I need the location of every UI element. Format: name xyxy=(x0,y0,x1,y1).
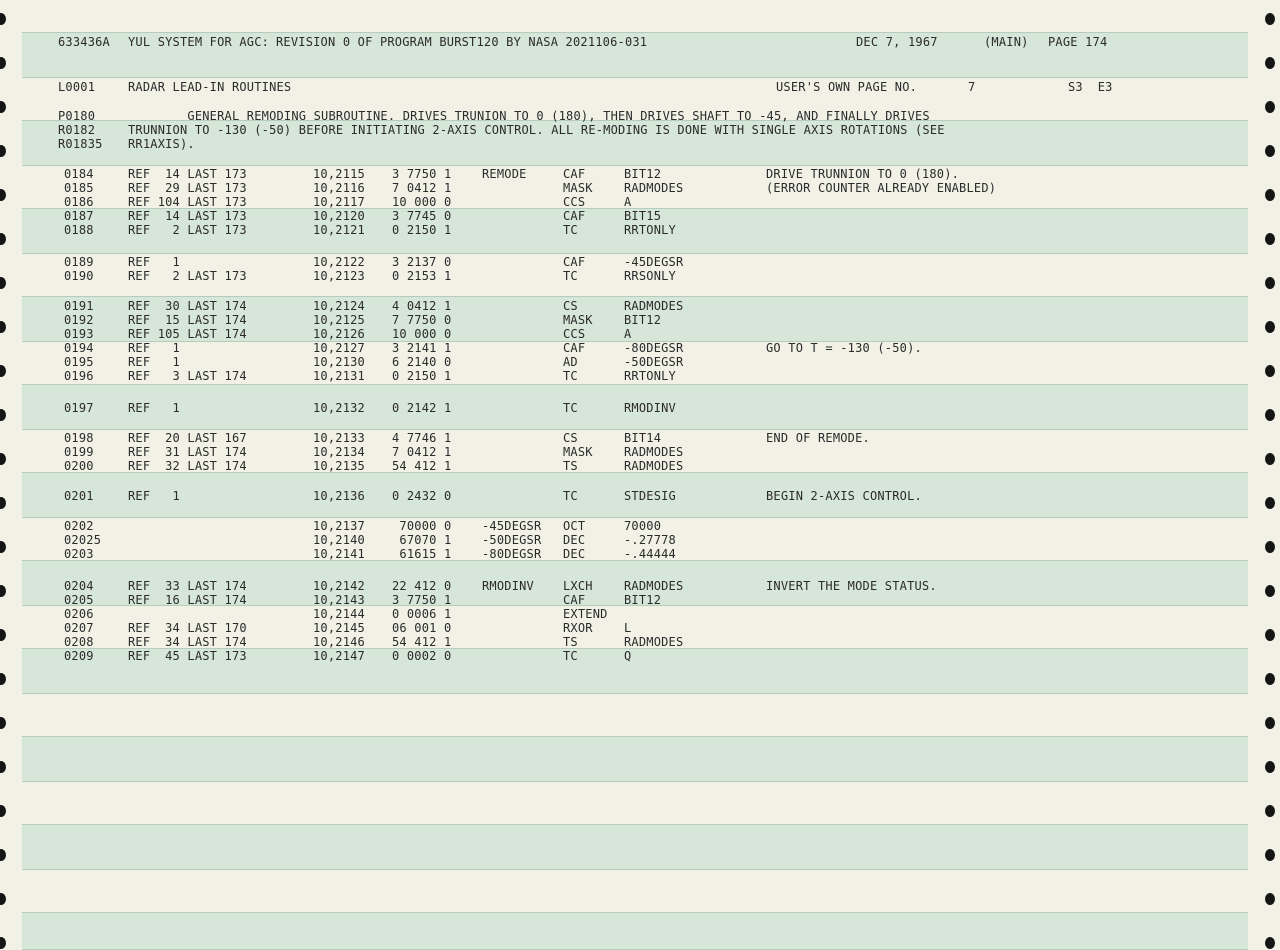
label: -50DEGSR xyxy=(482,533,542,547)
octal-code: 0 2150 1 xyxy=(392,369,452,383)
ref-column: REF 1 xyxy=(128,355,180,369)
opcode: TC xyxy=(563,489,578,503)
operand: BIT12 xyxy=(624,313,662,327)
feed-hole xyxy=(1265,805,1275,817)
line-number: 0186 xyxy=(64,195,94,209)
log-number: L0001 xyxy=(58,80,96,94)
opcode: CAF xyxy=(563,255,586,269)
feed-hole xyxy=(0,101,6,113)
line-number: 0185 xyxy=(64,181,94,195)
address: 10,2147 xyxy=(313,649,365,663)
users-page-label: USER'S OWN PAGE NO. xyxy=(776,80,918,94)
address: 10,2134 xyxy=(313,445,365,459)
feed-hole xyxy=(0,585,6,597)
header-page: PAGE 174 xyxy=(1048,35,1108,49)
operand: BIT14 xyxy=(624,431,662,445)
opcode: CAF xyxy=(563,167,586,181)
green-band xyxy=(22,824,1248,870)
opcode: CS xyxy=(563,299,578,313)
opcode: RXOR xyxy=(563,621,593,635)
operand: Q xyxy=(624,649,632,663)
address: 10,2140 xyxy=(313,533,365,547)
feed-hole xyxy=(0,189,6,201)
ref-column: REF 14 LAST 173 xyxy=(128,209,247,223)
line-number: 0202 xyxy=(64,519,94,533)
feed-hole xyxy=(1265,101,1275,113)
address: 10,2141 xyxy=(313,547,365,561)
octal-code: 6 2140 0 xyxy=(392,355,452,369)
feed-hole xyxy=(0,409,6,421)
feed-hole xyxy=(0,937,6,949)
feed-hole xyxy=(0,893,6,905)
octal-code: 06 001 0 xyxy=(392,621,452,635)
address: 10,2145 xyxy=(313,621,365,635)
ref-column: REF 3 LAST 174 xyxy=(128,369,247,383)
header-date: DEC 7, 1967 xyxy=(856,35,938,49)
operand: RADMODES xyxy=(624,459,684,473)
ref-column: REF 2 LAST 173 xyxy=(128,223,247,237)
remark-text: TRUNNION TO -130 (-50) BEFORE INITIATING 2-AXIS CONTROL. ALL RE-MODING IS DONE WITH SINGLE AXIS ROTATIONS (SEE xyxy=(128,123,945,137)
line-number: 0207 xyxy=(64,621,94,635)
operand: RADMODES xyxy=(624,181,684,195)
line-number: 0206 xyxy=(64,607,94,621)
feed-hole xyxy=(0,761,6,773)
octal-code: 3 7750 1 xyxy=(392,593,452,607)
comment: END OF REMODE. xyxy=(766,431,870,445)
octal-code: 0 2432 0 xyxy=(392,489,452,503)
address: 10,2131 xyxy=(313,369,365,383)
address: 10,2124 xyxy=(313,299,365,313)
ref-column: REF 45 LAST 173 xyxy=(128,649,247,663)
opcode: CAF xyxy=(563,593,586,607)
header-section: (MAIN) xyxy=(984,35,1029,49)
remark-text: RR1AXIS). xyxy=(128,137,195,151)
address: 10,2136 xyxy=(313,489,365,503)
feed-hole xyxy=(1265,673,1275,685)
octal-code: 7 7750 0 xyxy=(392,313,452,327)
feed-hole xyxy=(1265,761,1275,773)
opcode: CAF xyxy=(563,209,586,223)
octal-code: 10 000 0 xyxy=(392,327,452,341)
operand: RADMODES xyxy=(624,579,684,593)
feed-hole xyxy=(0,277,6,289)
feed-hole xyxy=(0,57,6,69)
feed-hole xyxy=(0,453,6,465)
octal-code: 7 0412 1 xyxy=(392,181,452,195)
page-codes: S3 E3 xyxy=(1068,80,1113,94)
octal-code: 54 412 1 xyxy=(392,459,452,473)
octal-code: 61615 1 xyxy=(392,547,452,561)
octal-code: 4 7746 1 xyxy=(392,431,452,445)
feed-hole xyxy=(1265,937,1275,949)
line-number: 0196 xyxy=(64,369,94,383)
ref-column: REF 105 LAST 174 xyxy=(128,327,247,341)
green-band xyxy=(22,736,1248,782)
address: 10,2116 xyxy=(313,181,365,195)
address: 10,2120 xyxy=(313,209,365,223)
line-number: 0199 xyxy=(64,445,94,459)
comment: INVERT THE MODE STATUS. xyxy=(766,579,937,593)
feed-hole xyxy=(0,717,6,729)
feed-hole xyxy=(1265,13,1275,25)
operand: -.27778 xyxy=(624,533,676,547)
comment: DRIVE TRUNNION TO 0 (180). xyxy=(766,167,960,181)
operand: RRSONLY xyxy=(624,269,676,283)
octal-code: 3 7745 0 xyxy=(392,209,452,223)
feed-hole xyxy=(0,145,6,157)
opcode: TC xyxy=(563,269,578,283)
address: 10,2122 xyxy=(313,255,365,269)
operand: STDESIG xyxy=(624,489,676,503)
comment: (ERROR COUNTER ALREADY ENABLED) xyxy=(766,181,997,195)
line-number: 0197 xyxy=(64,401,94,415)
line-number: 0201 xyxy=(64,489,94,503)
ref-column: REF 2 LAST 173 xyxy=(128,269,247,283)
ref-column: REF 14 LAST 173 xyxy=(128,167,247,181)
feed-hole xyxy=(1265,849,1275,861)
octal-code: 7 0412 1 xyxy=(392,445,452,459)
operand: BIT12 xyxy=(624,593,662,607)
operand: -.44444 xyxy=(624,547,676,561)
line-number: 0194 xyxy=(64,341,94,355)
ref-column: REF 1 xyxy=(128,489,180,503)
green-band xyxy=(22,912,1248,950)
feed-hole xyxy=(1265,585,1275,597)
label: RMODINV xyxy=(482,579,534,593)
ref-column: REF 31 LAST 174 xyxy=(128,445,247,459)
opcode: CS xyxy=(563,431,578,445)
label: REMODE xyxy=(482,167,527,181)
operand: RADMODES xyxy=(624,635,684,649)
operand: A xyxy=(624,195,632,209)
remark-number: R01835 xyxy=(58,137,103,151)
feed-hole xyxy=(1265,453,1275,465)
comment: BEGIN 2-AXIS CONTROL. xyxy=(766,489,922,503)
octal-code: 22 412 0 xyxy=(392,579,452,593)
opcode: TS xyxy=(563,459,578,473)
line-number: 0187 xyxy=(64,209,94,223)
octal-code: 3 7750 1 xyxy=(392,167,452,181)
ref-column: REF 33 LAST 174 xyxy=(128,579,247,593)
label: -45DEGSR xyxy=(482,519,542,533)
line-number: 0193 xyxy=(64,327,94,341)
feed-hole xyxy=(0,321,6,333)
ref-column: REF 104 LAST 173 xyxy=(128,195,247,209)
opcode: TC xyxy=(563,223,578,237)
feed-hole xyxy=(1265,145,1275,157)
feed-hole xyxy=(1265,365,1275,377)
line-number: 0209 xyxy=(64,649,94,663)
line-number: 0200 xyxy=(64,459,94,473)
feed-hole xyxy=(0,497,6,509)
label: -80DEGSR xyxy=(482,547,542,561)
octal-code: 3 2137 0 xyxy=(392,255,452,269)
opcode: DEC xyxy=(563,533,586,547)
ref-column: REF 29 LAST 173 xyxy=(128,181,247,195)
comment: GO TO T = -130 (-50). xyxy=(766,341,922,355)
operand: 70000 xyxy=(624,519,662,533)
octal-code: 4 0412 1 xyxy=(392,299,452,313)
opcode: TS xyxy=(563,635,578,649)
opcode: TC xyxy=(563,401,578,415)
octal-code: 0 0002 0 xyxy=(392,649,452,663)
remark-number: P0180 xyxy=(58,109,96,123)
opcode: MASK xyxy=(563,313,593,327)
operand: RRTONLY xyxy=(624,223,676,237)
header-id: 633436A xyxy=(58,35,110,49)
feed-hole xyxy=(1265,497,1275,509)
feed-hole xyxy=(1265,629,1275,641)
ref-column: REF 34 LAST 174 xyxy=(128,635,247,649)
ref-column: REF 15 LAST 174 xyxy=(128,313,247,327)
operand: RRTONLY xyxy=(624,369,676,383)
address: 10,2144 xyxy=(313,607,365,621)
remark-number: R0182 xyxy=(58,123,96,137)
feed-hole xyxy=(1265,57,1275,69)
remark-text: GENERAL REMODING SUBROUTINE. DRIVES TRUNION TO 0 (180), THEN DRIVES SHAFT TO -45, AND FINALLY DRIVES xyxy=(128,109,930,123)
line-number: 0192 xyxy=(64,313,94,327)
opcode: DEC xyxy=(563,547,586,561)
line-number: 0189 xyxy=(64,255,94,269)
line-number: 0195 xyxy=(64,355,94,369)
address: 10,2146 xyxy=(313,635,365,649)
opcode: TC xyxy=(563,649,578,663)
address: 10,2123 xyxy=(313,269,365,283)
address: 10,2132 xyxy=(313,401,365,415)
address: 10,2115 xyxy=(313,167,365,181)
octal-code: 10 000 0 xyxy=(392,195,452,209)
feed-hole xyxy=(0,233,6,245)
opcode: MASK xyxy=(563,445,593,459)
feed-hole xyxy=(1265,233,1275,245)
octal-code: 54 412 1 xyxy=(392,635,452,649)
feed-hole xyxy=(1265,321,1275,333)
opcode: EXTEND xyxy=(563,607,608,621)
feed-hole xyxy=(1265,189,1275,201)
ref-column: REF 1 xyxy=(128,255,180,269)
line-number: 02025 xyxy=(64,533,102,547)
ref-column: REF 1 xyxy=(128,401,180,415)
ref-column: REF 34 LAST 170 xyxy=(128,621,247,635)
line-number: 0204 xyxy=(64,579,94,593)
address: 10,2125 xyxy=(313,313,365,327)
address: 10,2130 xyxy=(313,355,365,369)
feed-hole xyxy=(0,849,6,861)
feed-hole xyxy=(1265,717,1275,729)
section-title: RADAR LEAD-IN ROUTINES xyxy=(128,80,292,94)
octal-code: 0 2153 1 xyxy=(392,269,452,283)
line-number: 0184 xyxy=(64,167,94,181)
line-number: 0188 xyxy=(64,223,94,237)
line-number: 0191 xyxy=(64,299,94,313)
feed-hole xyxy=(1265,541,1275,553)
opcode: AD xyxy=(563,355,578,369)
operand: RMODINV xyxy=(624,401,676,415)
address: 10,2133 xyxy=(313,431,365,445)
address: 10,2117 xyxy=(313,195,365,209)
address: 10,2135 xyxy=(313,459,365,473)
feed-hole xyxy=(0,629,6,641)
operand: BIT15 xyxy=(624,209,662,223)
operand: -45DEGSR xyxy=(624,255,684,269)
address: 10,2142 xyxy=(313,579,365,593)
operand: RADMODES xyxy=(624,299,684,313)
octal-code: 0 2142 1 xyxy=(392,401,452,415)
feed-hole xyxy=(1265,277,1275,289)
octal-code: 0 0006 1 xyxy=(392,607,452,621)
feed-hole xyxy=(0,13,6,25)
feed-hole xyxy=(0,805,6,817)
operand: -80DEGSR xyxy=(624,341,684,355)
address: 10,2143 xyxy=(313,593,365,607)
opcode: CCS xyxy=(563,195,586,209)
address: 10,2126 xyxy=(313,327,365,341)
octal-code: 3 2141 1 xyxy=(392,341,452,355)
operand: A xyxy=(624,327,632,341)
opcode: LXCH xyxy=(563,579,593,593)
octal-code: 67070 1 xyxy=(392,533,452,547)
users-page-number: 7 xyxy=(968,80,976,94)
feed-hole xyxy=(1265,893,1275,905)
operand: -50DEGSR xyxy=(624,355,684,369)
ref-column: REF 32 LAST 174 xyxy=(128,459,247,473)
opcode: MASK xyxy=(563,181,593,195)
opcode: OCT xyxy=(563,519,586,533)
line-number: 0208 xyxy=(64,635,94,649)
header-system: YUL SYSTEM FOR AGC: xyxy=(128,35,270,49)
line-number: 0205 xyxy=(64,593,94,607)
opcode: CAF xyxy=(563,341,586,355)
line-number: 0198 xyxy=(64,431,94,445)
opcode: TC xyxy=(563,369,578,383)
ref-column: REF 30 LAST 174 xyxy=(128,299,247,313)
header-revision: REVISION 0 OF PROGRAM BURST120 BY NASA 2021106-031 xyxy=(276,35,648,49)
octal-code: 70000 0 xyxy=(392,519,452,533)
octal-code: 0 2150 1 xyxy=(392,223,452,237)
opcode: CCS xyxy=(563,327,586,341)
operand: BIT12 xyxy=(624,167,662,181)
address: 10,2137 xyxy=(313,519,365,533)
ref-column: REF 1 xyxy=(128,341,180,355)
feed-hole xyxy=(0,673,6,685)
operand: L xyxy=(624,621,632,635)
feed-hole xyxy=(0,365,6,377)
ref-column: REF 20 LAST 167 xyxy=(128,431,247,445)
feed-hole xyxy=(1265,409,1275,421)
line-number: 0190 xyxy=(64,269,94,283)
address: 10,2121 xyxy=(313,223,365,237)
ref-column: REF 16 LAST 174 xyxy=(128,593,247,607)
line-number: 0203 xyxy=(64,547,94,561)
operand: RADMODES xyxy=(624,445,684,459)
feed-hole xyxy=(0,541,6,553)
address: 10,2127 xyxy=(313,341,365,355)
